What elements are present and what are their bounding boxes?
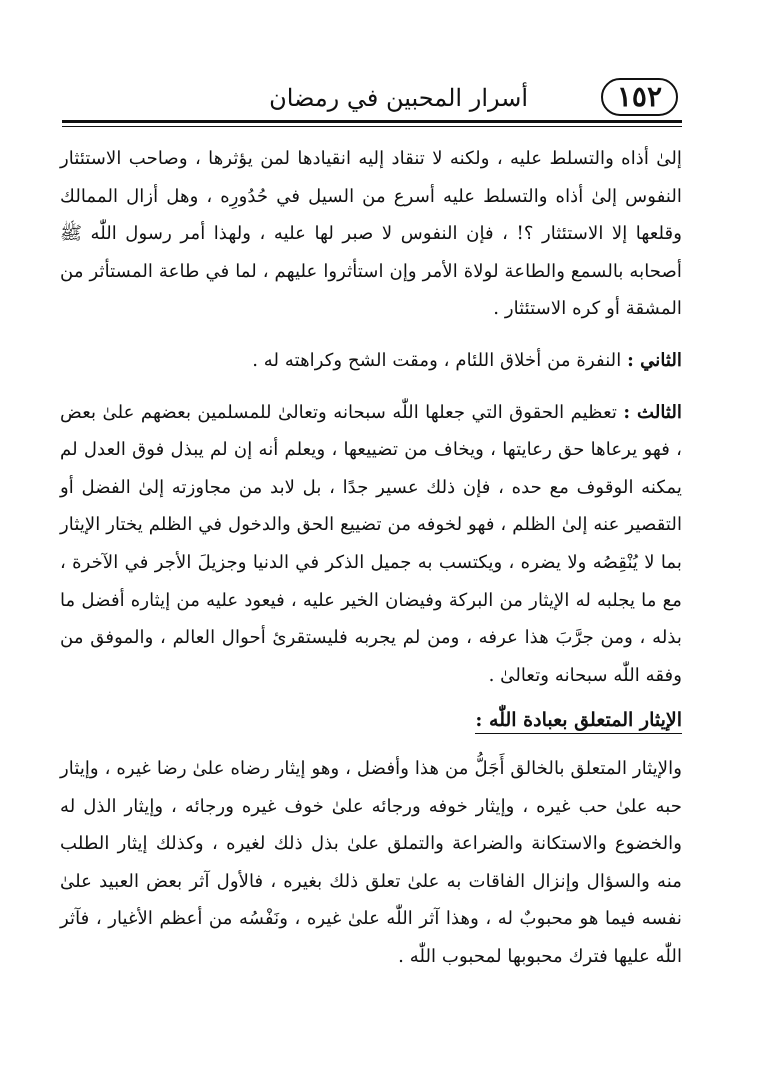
paragraph-1: إلىٰ أذاه والتسلط عليه ، ولكنه لا تنقاد إليه انقيادها لمن يؤثرها ، وصاحب الاستئثار النفوس إلىٰ أذاه والتسلط عليه أسرع من السيل في حُدُورِه ، وهل أزال الممالك وقلعها إلا الاستئثار ؟! ، فإن النفوس لا صبر لها عليه ، ولهذا أمر رسول اللّٰه ﷺ أصحابه بالسمع والطاعة لولاة الأمر وإن استأثروا عليهم ، لما في طاعة المستأثر من المشقة أو كره الاستئثار . [60,148,682,320]
header-rule-thin [62,126,682,127]
page-header [62,74,678,120]
paragraph-3-lead: الثالث : [623,401,682,423]
paragraph-gap [60,328,682,342]
page-number: ١٥٢ [601,78,678,116]
paragraph-2-text: النفرة من أخلاق اللئام ، ومقت الشح وكراهته له . [252,349,622,371]
section-heading-text: الإيثار المتعلق بعبادة اللّٰه : [475,709,682,734]
running-title: أسرار المحبين في رمضان [269,84,528,112]
section-heading [60,702,682,740]
paragraph-2 [60,342,682,380]
paragraph-3 [60,394,682,695]
paragraph-gap [60,380,682,394]
body-text [60,140,682,975]
header-rule-thick [62,120,682,123]
paragraph-4: والإيثار المتعلق بالخالق أَجَلُّ من هذا وأفضل ، وهو إيثار رضاه علىٰ رضا غيره ، وإيثار حبه علىٰ حب غيره ، وإيثار خوفه ورجائه علىٰ خوف غيره ورجائه ، وإيثار الذل له والخضوع والاستكانة والضراعة والتملق علىٰ بذل ذلك لغيره ، وكذلك إيثار الطلب منه والسؤال وإنزال الفاقات به علىٰ تعلق ذلك بغيره ، فالأول آثر بعض العبيد علىٰ نفسه فيما هو محبوبٌ له ، وهذا آثر اللّٰه علىٰ غيره ، ونَفْسُه من أعظم الأغيار ، فآثر اللّٰه عليها فترك محبوبها لمحبوب اللّٰه . [60,757,682,967]
paragraph-2-lead: الثاني : [627,349,682,371]
paragraph-3-text: تعظيم الحقوق التي جعلها اللّٰه سبحانه وتعالىٰ للمسلمين بعضهم علىٰ بعض ، فهو يرعاها حق رعايتها ، ويخاف من تضييعها ، ويعلم أنه إن لم يبذل فوق العدل لم يمكنه الوقوف مع حده ، فإن ذلك عسير جدًا ، بل لابد من مجاوزته إلىٰ الفضل أو التقصير عنه إلىٰ الظلم ، فهو لخوفه من تضييع الحق والدخول في الظلم يختار الإيثار بما لا يُنْقِصُه ولا يضره ، ويكتسب به جميل الذكر في الدنيا وجزيلَ الأجر في الآخرة ، مع ما يجلبه له الإيثار من البركة وفيضان الخير عليه ، فيعود عليه من إيثاره أفضل ما بذله ، ومن جرَّبَ هذا عرفه ، ومن لم يجربه فليستقرئ أحوال العالم ، والموفق من وفقه اللّٰه سبحانه وتعالىٰ . [60,401,682,686]
